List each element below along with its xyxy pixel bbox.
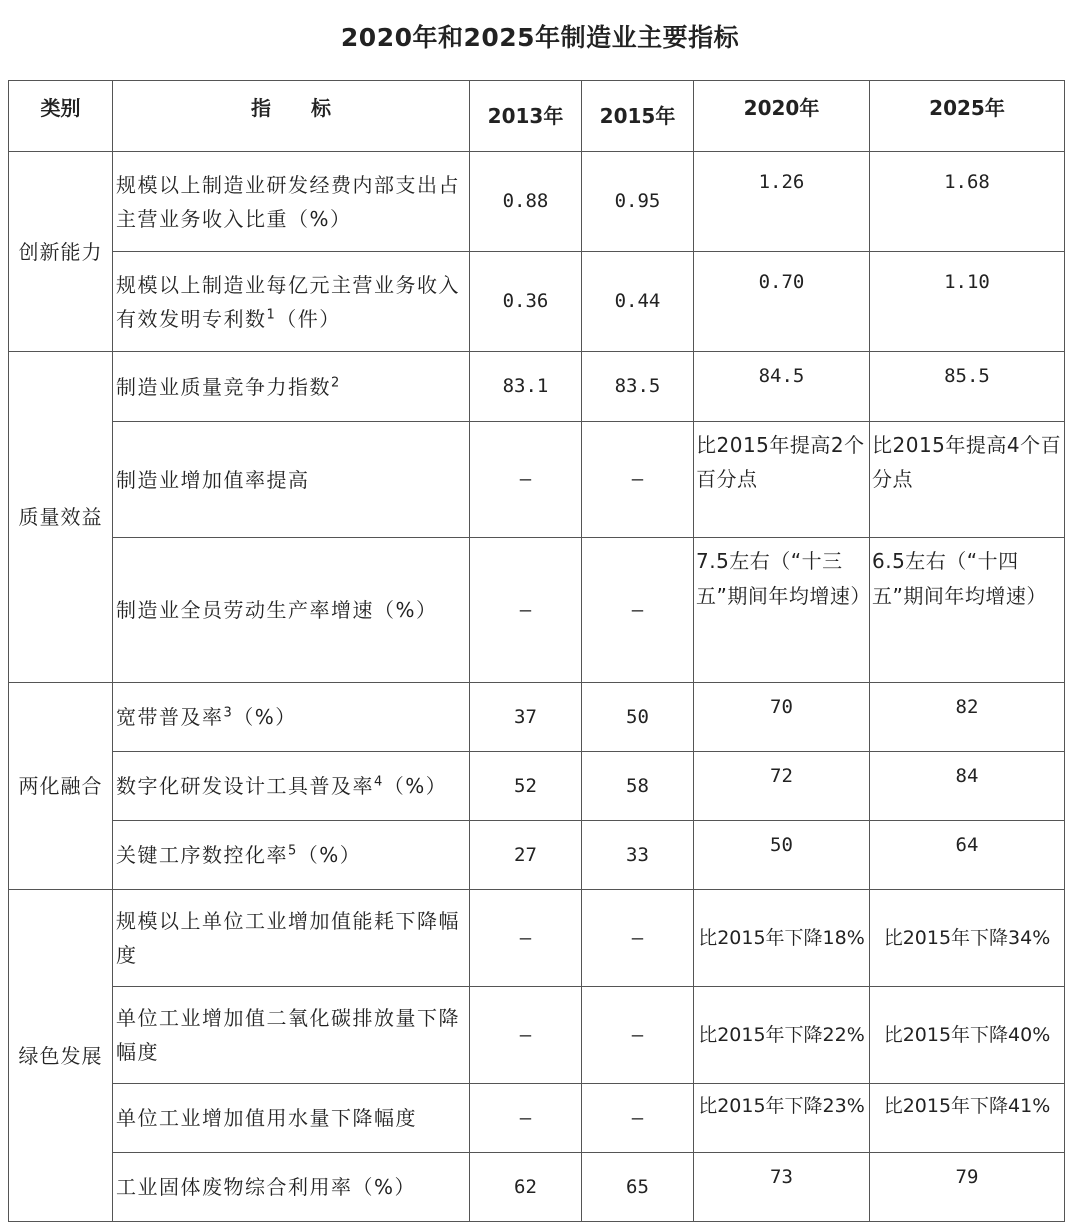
footnote-mark: 4 [374,774,384,790]
table-row [9,987,1065,1084]
value-2013: 0.36 [470,252,582,352]
value-2015: – [582,1084,694,1153]
indicator-cell [113,752,470,821]
value-2020: 72 [694,752,870,821]
value-2025: 比2015年下降34% [870,890,1065,987]
indicator-cell: 制造业全员劳动生产率增速（%） [113,538,470,683]
value-2025: 1.10 [870,252,1065,352]
value-2020: 70 [694,683,870,752]
header-2025: 2025年 [870,81,1065,152]
value-2013: 0.88 [470,152,582,252]
header-2020: 2020年 [694,81,870,152]
table-row [9,538,1065,683]
value-2020: 比2015年提高2个百分点 [694,422,870,538]
value-2020: 比2015年下降23% [694,1084,870,1153]
category-cell: 两化融合 [9,683,113,890]
value-2020: 0.70 [694,252,870,352]
page-title: 2020年和2025年制造业主要指标 [340,23,740,52]
value-2020: 1.26 [694,152,870,252]
table-row [9,422,1065,538]
value-2020: 50 [694,821,870,890]
indicator-cell: 单位工业增加值用水量下降幅度 [113,1084,470,1153]
value-2015: 0.95 [582,152,694,252]
table-row [9,683,1065,752]
table-row [9,752,1065,821]
value-2015: 50 [582,683,694,752]
table-row [9,152,1065,252]
header-indicator: 指 标 [113,81,470,152]
value-2013: – [470,538,582,683]
table-row [9,252,1065,352]
indicator-cell: 规模以上单位工业增加值能耗下降幅度 [113,890,470,987]
table-row [9,352,1065,422]
indicator-cell [113,252,470,352]
value-2025: 85.5 [870,352,1065,422]
value-2025: 64 [870,821,1065,890]
value-2013: – [470,1084,582,1153]
value-2015: 83.5 [582,352,694,422]
value-2015: 58 [582,752,694,821]
value-2015: 33 [582,821,694,890]
indicator-unit: （%） [297,843,362,867]
value-2015: – [582,987,694,1084]
indicator-cell [113,821,470,890]
footnote-mark: 2 [331,374,341,390]
category-cell: 质量效益 [9,352,113,683]
indicator-cell: 制造业增加值率提高 [113,422,470,538]
value-2025: 1.68 [870,152,1065,252]
value-2015: – [582,890,694,987]
table-row [9,890,1065,987]
value-2013: 37 [470,683,582,752]
value-2025: 79 [870,1153,1065,1222]
value-2013: – [470,890,582,987]
value-2013: 27 [470,821,582,890]
indicator-cell [113,352,470,422]
footnote-mark: 3 [223,705,234,721]
value-2020: 比2015年下降22% [694,987,870,1084]
indicator-text: 数字化研发设计工具普及率 [116,774,374,798]
header-category: 类别 [9,81,113,152]
value-2020: 7.5左右（“十三五”期间年均增速） [694,538,870,683]
value-2025: 比2015年下降40% [870,987,1065,1084]
table-row [9,1084,1065,1153]
indicator-cell: 规模以上制造业研发经费内部支出占主营业务收入比重（%） [113,152,470,252]
footnote-mark: 5 [288,843,298,859]
indicator-text: 制造业质量竞争力指数 [116,374,331,399]
category-cell: 绿色发展 [9,890,113,1222]
indicator-unit: （%） [383,774,448,798]
value-2020: 73 [694,1153,870,1222]
value-2025: 比2015年提高4个百分点 [870,422,1065,538]
value-2015: – [582,422,694,538]
category-cell: 创新能力 [9,152,113,352]
value-2013: – [470,422,582,538]
value-2013: 83.1 [470,352,582,422]
value-2013: 52 [470,752,582,821]
indicator-cell: 工业固体废物综合利用率（%） [113,1153,470,1222]
value-2015: 0.44 [582,252,694,352]
value-2013: – [470,987,582,1084]
header-2013: 2013年 [470,81,582,152]
value-2015: – [582,538,694,683]
indicators-table [8,80,1065,1222]
indicator-text: 宽带普及率 [116,705,224,729]
value-2025: 82 [870,683,1065,752]
value-2015: 65 [582,1153,694,1222]
value-2025: 比2015年下降41% [870,1084,1065,1153]
value-2020: 比2015年下降18% [694,890,870,987]
indicator-text: 关键工序数控化率 [116,843,288,867]
value-2025: 84 [870,752,1065,821]
value-2013: 62 [470,1153,582,1222]
footnote-mark: 1 [266,306,277,322]
table-row [9,1153,1065,1222]
indicator-cell: 单位工业增加值二氧化碳排放量下降幅度 [113,987,470,1084]
value-2025: 6.5左右（“十四五”期间年均增速） [870,538,1065,683]
value-2020: 84.5 [694,352,870,422]
header-2015: 2015年 [582,81,694,152]
indicator-unit: （件） [276,306,341,331]
table-row [9,821,1065,890]
indicator-text: 规模以上制造业每亿元主营业务收入有效发明专利数 [116,272,460,331]
indicator-cell [113,683,470,752]
indicator-unit: （%） [233,705,297,729]
header-row [9,81,1065,152]
